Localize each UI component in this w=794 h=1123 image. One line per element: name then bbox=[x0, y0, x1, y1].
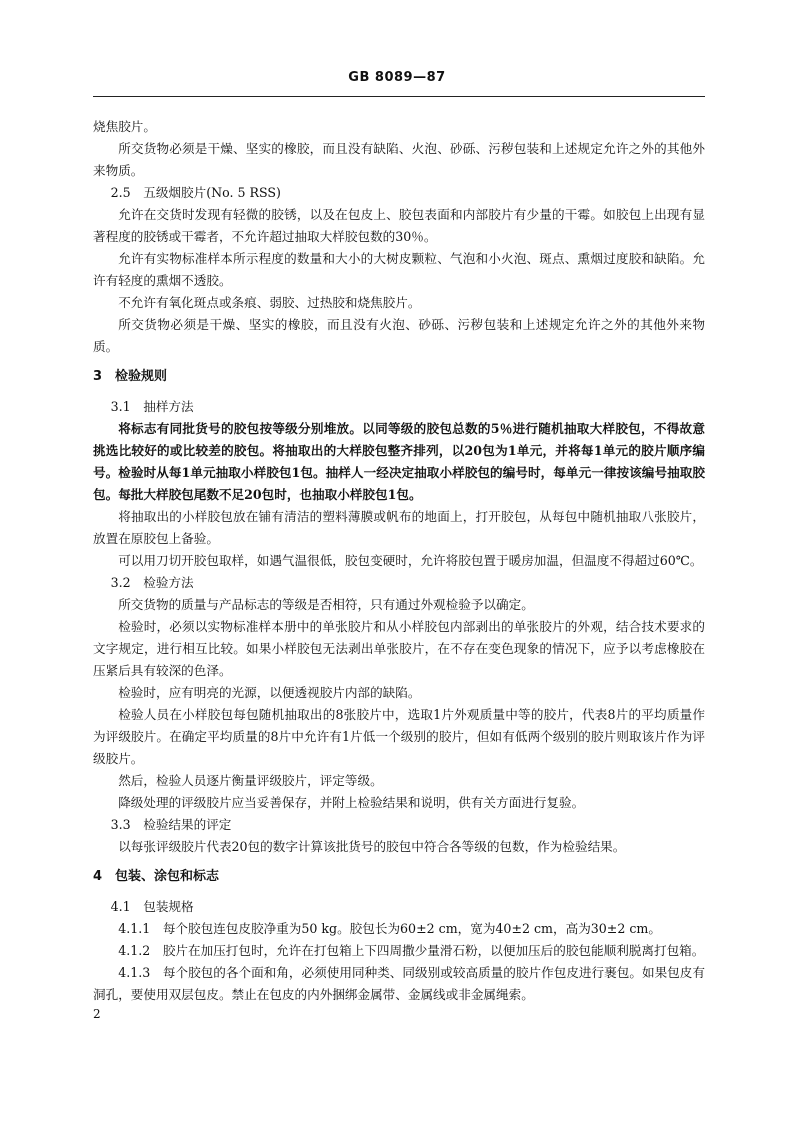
standard-code-header: GB 8089—87 bbox=[348, 70, 446, 85]
paragraph: 所交货物的质量与产品标志的等级是否相符，只有通过外观检验予以确定。 bbox=[118, 597, 534, 612]
header-rule bbox=[93, 96, 705, 97]
paragraph: 将标志有同批货号的胶包按等级分别堆放。以同等级的胶包总数的5％进行随机抽取大样胶包，不得故意挑选比较好的或比较差的胶包。将抽取出的大样胶包整齐排列，以20包为1单元，并将每1单元的胶片顺序编号。检验时从每1单元抽取小样胶包1包。抽样人一经决定抽取小样胶包的编号时，每单元一律按该编号抽取胶包。每批大样胶包尾数不足20包时，也抽取小样胶包1包。 bbox=[93, 421, 705, 502]
paragraph: 允许有实物标准样本所示程度的数量和大小的大树皮颗粒、气泡和小火泡、斑点、熏烟过度胶和缺陷。允许有轻度的熏烟不透胶。 bbox=[93, 251, 705, 288]
section-heading-4: 4 包装、涂包和标志 bbox=[93, 869, 220, 884]
paragraph: 所交货物必须是干燥、坚实的橡胶，而且没有火泡、砂砾、污秽包装和上述规定允许之外的其他外来物质。 bbox=[93, 317, 705, 354]
paragraph: 然后，检验人员逐片衡量评级胶片，评定等级。 bbox=[118, 773, 383, 788]
subsection-heading-3-1: 3.1 抽样方法 bbox=[110, 399, 194, 414]
subsection-heading-3-2: 3.2 检验方法 bbox=[110, 575, 194, 590]
paragraph: 可以用刀切开胶包取样，如遇气温很低，胶包变硬时，允许将胶包置于暖房加温，但温度不得超过60℃。 bbox=[118, 553, 703, 568]
paragraph: 检验时，应有明亮的光源，以便透视胶片内部的缺陷。 bbox=[118, 685, 421, 700]
section-heading-3: 3 检验规则 bbox=[93, 369, 168, 384]
clause-4-1-2: 4.1.2 胶片在加压打包时，允许在打包箱上下四周撒少量滑石粉，以便加压后的胶包能顺利脱离打包箱。 bbox=[118, 943, 705, 958]
paragraph: 烧焦胶片。 bbox=[93, 119, 156, 134]
paragraph: 将抽取出的小样胶包放在铺有清洁的塑料薄膜或帆布的地面上，打开胶包，从每包中随机抽取八张胶片，放置在原胶包上备验。 bbox=[93, 509, 705, 546]
subsection-heading-2-5: 2.5 五级烟胶片(No. 5 RSS) bbox=[110, 185, 281, 200]
paragraph: 所交货物必须是干燥、坚实的橡胶，而且没有缺陷、火泡、砂砾、污秽包装和上述规定允许之外的其他外来物质。 bbox=[93, 141, 705, 178]
subsection-heading-3-3: 3.3 检验结果的评定 bbox=[110, 817, 232, 832]
document-body bbox=[93, 116, 705, 1006]
paragraph: 降级处理的评级胶片应当妥善保存，并附上检验结果和说明，供有关方面进行复验。 bbox=[118, 795, 585, 810]
paragraph: 检验人员在小样胶包每包随机抽取出的8张胶片中，选取1片外观质量中等的胶片，代表8片的平均质量作为评级胶片。在确定平均质量的8片中允许有1片低一个级别的胶片，但如有低两个级别的胶片则取该片作为评级胶片。 bbox=[93, 707, 705, 766]
clause-4-1-1: 4.1.1 每个胶包连包皮胶净重为50 kg。胶包长为60±2 cm，宽为40±2 cm，高为30±2 cm。 bbox=[118, 921, 661, 936]
subsection-heading-4-1: 4.1 包装规格 bbox=[110, 899, 194, 914]
paragraph: 以每张评级胶片代表20包的数字计算该批货号的胶包中符合各等级的包数，作为检验结果。 bbox=[118, 839, 626, 854]
paragraph: 不允许有氧化斑点或条痕、弱胶、过热胶和烧焦胶片。 bbox=[118, 295, 421, 310]
clause-4-1-3: 4.1.3 每个胶包的各个面和角，必须使用同种类、同级别或较高质量的胶片作包皮进行裹包。如果包皮有洞孔，要使用双层包皮。禁止在包皮的内外捆绑金属带、金属线或非金属绳索。 bbox=[93, 965, 705, 1002]
page-number: 2 bbox=[93, 1007, 101, 1021]
paragraph: 允许在交货时发现有轻微的胶锈，以及在包皮上、胶包表面和内部胶片有少量的干霉。如胶包上出现有显著程度的胶锈或干霉者，不允许超过抽取大样胶包数的30％。 bbox=[93, 207, 705, 244]
paragraph: 检验时，必须以实物标准样本册中的单张胶片和从小样胶包内部剥出的单张胶片的外观，结合技术要求的文字规定，进行相互比较。如果小样胶包无法剥出单张胶片，在不存在变色现象的情况下，应予以考虑橡胶在压紧后具有较深的色泽。 bbox=[93, 619, 705, 678]
